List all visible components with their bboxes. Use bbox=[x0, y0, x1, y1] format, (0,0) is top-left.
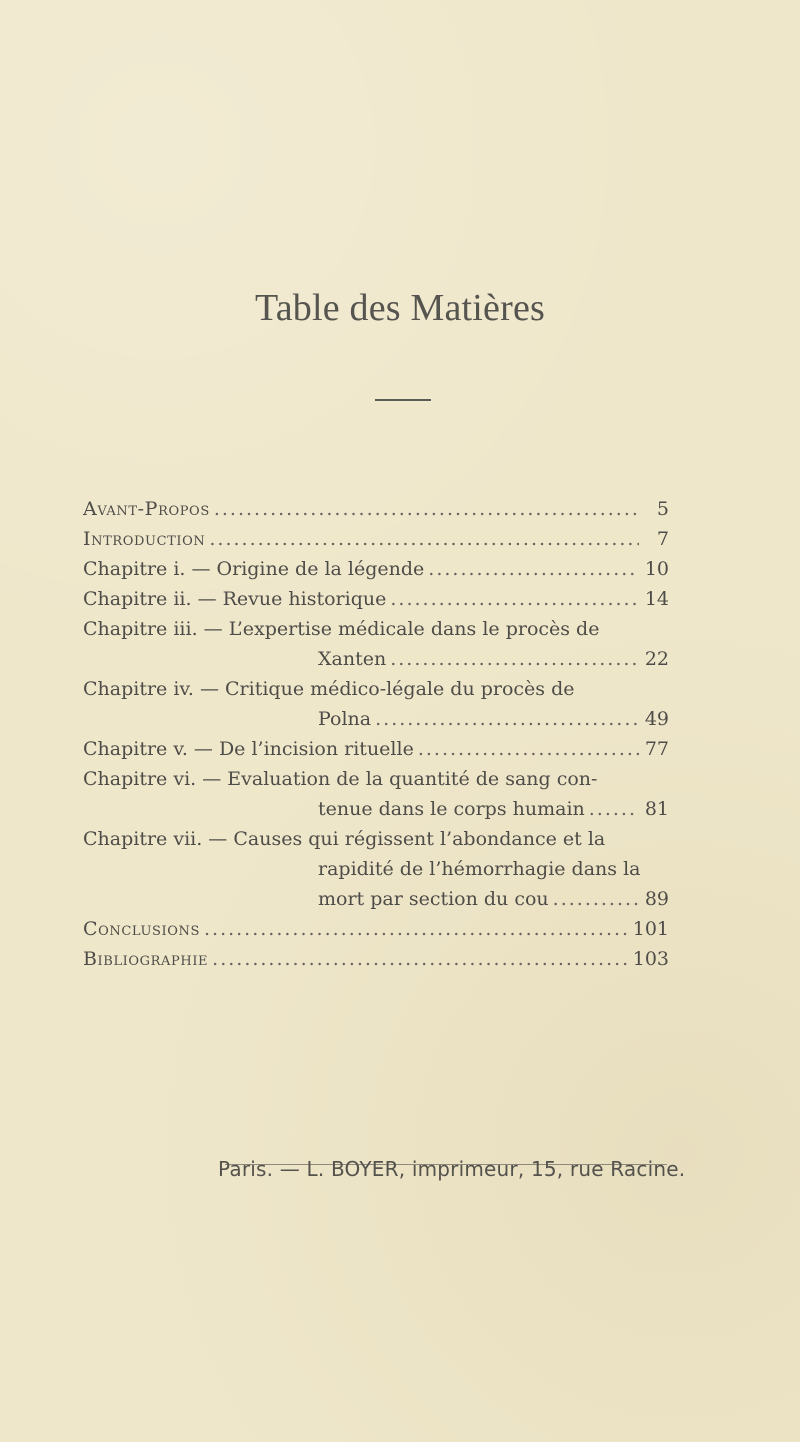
toc-entry-chapitre-v bbox=[83, 734, 669, 764]
toc-entry-page: 81 bbox=[644, 798, 669, 820]
toc-entry-page: 7 bbox=[656, 528, 669, 550]
toc-entry-chapitre-iii-line-1 bbox=[83, 614, 669, 644]
title-divider bbox=[375, 399, 431, 401]
dot-leader bbox=[204, 914, 631, 944]
dot-leader bbox=[418, 734, 639, 764]
printer-imprint: Paris. — L. BOYER, imprimeur, 15, rue Racine. bbox=[218, 1157, 686, 1181]
toc-entry-label: rapidité de l’hémorrhagie dans la bbox=[318, 858, 641, 880]
toc-entry-label: Polna bbox=[318, 708, 372, 730]
toc-entry-label: Chapitre ii. — Revue historique bbox=[83, 588, 387, 610]
toc-entry-chapitre-vi-line-1 bbox=[83, 764, 669, 794]
toc-entry-label: Avant-Propos bbox=[83, 498, 210, 520]
toc-entry-label: Conclusions bbox=[83, 918, 200, 940]
toc-entry-label: Chapitre i. — Origine de la légende bbox=[83, 558, 425, 580]
toc-entry-label: mort par section du cou bbox=[318, 888, 549, 910]
toc-entry-label: Chapitre iv. — Critique médico-légale du procès de bbox=[83, 678, 575, 700]
toc-entry-chapitre-vi-line-2 bbox=[318, 794, 669, 824]
toc-entry-label: tenue dans le corps humain bbox=[318, 798, 585, 820]
toc-entry-conclusions bbox=[83, 914, 669, 944]
toc-entry-chapitre-iv-line-2 bbox=[318, 704, 669, 734]
toc-entry-page: 22 bbox=[644, 648, 669, 670]
toc-entry-chapitre-vii-line-3 bbox=[318, 884, 669, 914]
toc-entry-label: Chapitre iii. — L’expertise médicale dans le procès de bbox=[83, 618, 600, 640]
dot-leader bbox=[428, 554, 639, 584]
toc-entry-page: 103 bbox=[632, 948, 669, 970]
dot-leader bbox=[390, 584, 639, 614]
page-title: Table des Matières bbox=[254, 287, 546, 329]
toc-entry-page: 89 bbox=[644, 888, 669, 910]
dot-leader bbox=[209, 524, 639, 554]
dot-leader bbox=[589, 794, 639, 824]
toc-entry-bibliographie bbox=[83, 944, 669, 974]
toc-entry-chapitre-vii-line-2 bbox=[318, 854, 669, 884]
toc-entry-chapitre-vii-line-1 bbox=[83, 824, 669, 854]
toc-entry-label: Bibliographie bbox=[83, 948, 209, 970]
toc-entry-label: Chapitre vi. — Evaluation de la quantité de sang con- bbox=[83, 768, 598, 790]
dot-leader bbox=[375, 704, 639, 734]
toc-entry-page: 101 bbox=[632, 918, 669, 940]
toc-entry-label: Chapitre vii. — Causes qui régissent l’abondance et la bbox=[83, 828, 606, 850]
toc-entry-chapitre-iv-line-1 bbox=[83, 674, 669, 704]
toc-entry-label: Xanten bbox=[318, 648, 387, 670]
toc-entry-avant-propos bbox=[83, 494, 669, 524]
dot-leader bbox=[553, 884, 639, 914]
dot-leader bbox=[214, 494, 639, 524]
dot-leader bbox=[390, 644, 639, 674]
toc-entry-chapitre-i bbox=[83, 554, 669, 584]
toc-entry-page: 5 bbox=[656, 498, 669, 520]
toc-entry-page: 77 bbox=[644, 738, 669, 760]
toc-entry-page: 14 bbox=[644, 588, 669, 610]
toc-entry-introduction bbox=[83, 524, 669, 554]
dot-leader bbox=[212, 944, 631, 974]
toc-entry-page: 49 bbox=[644, 708, 669, 730]
toc-entry-chapitre-iii-line-2 bbox=[318, 644, 669, 674]
toc-entry-label: Chapitre v. — De l’incision rituelle bbox=[83, 738, 414, 760]
toc-entry-chapitre-ii bbox=[83, 584, 669, 614]
toc-entry-page: 10 bbox=[644, 558, 669, 580]
toc-entry-label: Introduction bbox=[83, 528, 206, 550]
